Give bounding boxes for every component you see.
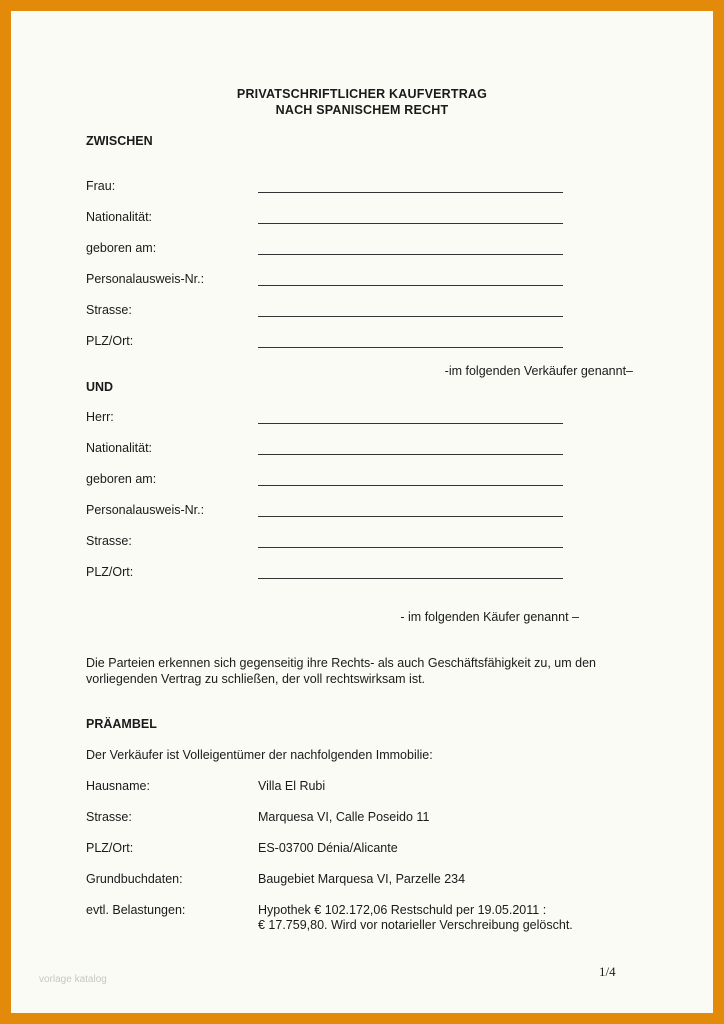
property-value: ES-03700 Dénia/Alicante bbox=[258, 841, 398, 855]
buyer-note: - im folgenden Käufer genannt – bbox=[400, 610, 579, 624]
property-value: Baugebiet Marquesa VI, Parzelle 234 bbox=[258, 872, 466, 886]
seller-field-label: Frau: bbox=[86, 179, 116, 193]
page-number: 1/4 bbox=[599, 964, 616, 979]
seller-field-blank bbox=[258, 254, 563, 255]
seller-field-label: Nationalität: bbox=[86, 210, 153, 224]
buyer-field-label: Strasse: bbox=[86, 534, 132, 548]
document-page bbox=[11, 11, 713, 1013]
parties-text-line-1: Die Parteien erkennen sich gegenseitig ihre Rechts- als auch Geschäftsfähigkeit zu, um den bbox=[86, 656, 597, 670]
seller-field-blank bbox=[258, 316, 563, 317]
buyer-field-label: Nationalität: bbox=[86, 441, 153, 455]
seller-field-label: Strasse: bbox=[86, 303, 132, 317]
watermark: vorlage katalog bbox=[39, 974, 107, 985]
seller-field-label: Personalausweis-Nr.: bbox=[86, 272, 205, 286]
buyer-field-blank bbox=[258, 423, 563, 424]
property-label: evtl. Belastungen: bbox=[86, 903, 186, 917]
property-value: Marquesa VI, Calle Poseido 11 bbox=[258, 810, 430, 824]
buyer-field-label: Herr: bbox=[86, 410, 114, 424]
buyer-field-blank bbox=[258, 578, 563, 579]
property-label: PLZ/Ort: bbox=[86, 841, 134, 855]
buyer-field-blank bbox=[258, 516, 563, 517]
seller-field-label: PLZ/Ort: bbox=[86, 334, 134, 348]
praeambel-intro: Der Verkäufer ist Volleigentümer der nachfolgenden Immobilie: bbox=[86, 748, 433, 762]
title-line-1: PRIVATSCHRIFTLICHER KAUFVERTRAG bbox=[236, 87, 488, 101]
buyer-field-label: Personalausweis-Nr.: bbox=[86, 503, 205, 517]
property-value: Villa El Rubi bbox=[258, 779, 326, 793]
buyer-field-blank bbox=[258, 454, 563, 455]
seller-field-label: geboren am: bbox=[86, 241, 157, 255]
buyer-field-blank bbox=[258, 547, 563, 548]
buyer-field-label: PLZ/Ort: bbox=[86, 565, 134, 579]
property-value-continued: € 17.759,80. Wird vor notarieller Verschreibung gelöscht. bbox=[258, 918, 573, 932]
section-und: UND bbox=[86, 380, 114, 394]
buyer-field-label: geboren am: bbox=[86, 472, 157, 486]
property-label: Strasse: bbox=[86, 810, 132, 824]
section-zwischen: ZWISCHEN bbox=[86, 134, 153, 148]
buyer-field-blank bbox=[258, 485, 563, 486]
seller-field-blank bbox=[258, 347, 563, 348]
seller-field-blank bbox=[258, 192, 563, 193]
seller-field-blank bbox=[258, 285, 563, 286]
seller-note: -im folgenden Verkäufer genannt– bbox=[444, 364, 633, 378]
property-value: Hypothek € 102.172,06 Restschuld per 19.05.2011 : bbox=[258, 903, 547, 917]
property-label: Hausname: bbox=[86, 779, 150, 793]
title-line-2: NACH SPANISCHEM RECHT bbox=[275, 103, 449, 117]
parties-text-line-2: vorliegenden Vertrag zu schließen, der voll rechtswirksam ist. bbox=[86, 672, 426, 686]
section-praeambel: PRÄAMBEL bbox=[86, 717, 157, 731]
property-label: Grundbuchdaten: bbox=[86, 872, 183, 886]
seller-field-blank bbox=[258, 223, 563, 224]
